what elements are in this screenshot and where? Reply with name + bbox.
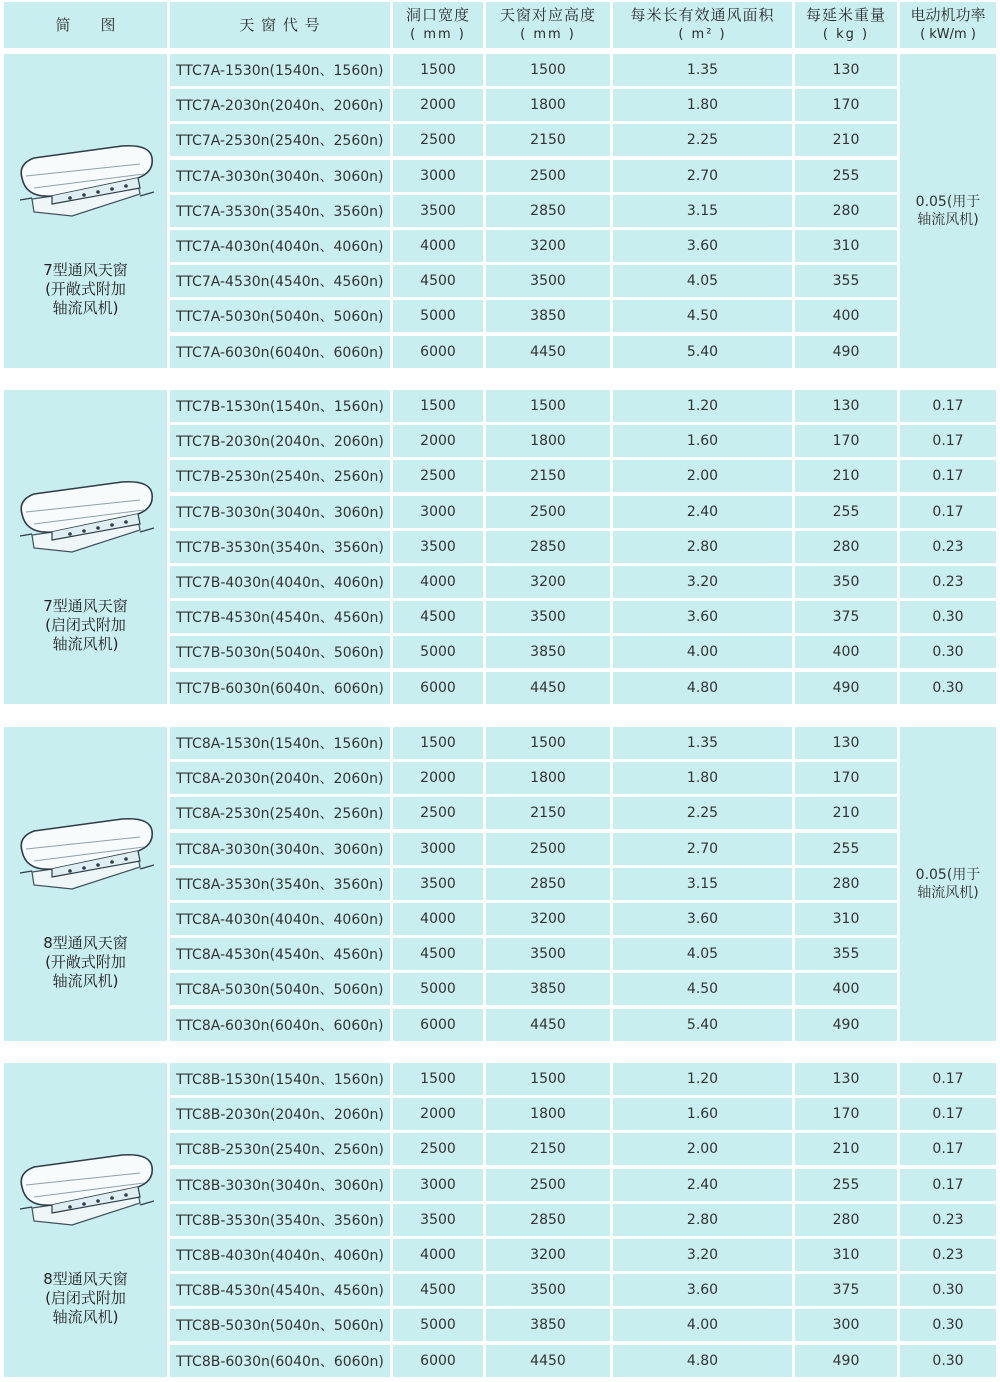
width-cell: 1500 (393, 1063, 483, 1095)
code-cell: TTC7B-2530n(2540n、2560n) (170, 460, 390, 492)
height-cell: 1800 (486, 762, 610, 794)
weight-cell: 355 (795, 938, 897, 970)
code-cell: TTC7A-2530n(2540n、2560n) (170, 124, 390, 156)
weight-cell: 210 (795, 124, 897, 156)
table-row (0, 89, 1000, 121)
width-cell: 4000 (393, 230, 483, 262)
height-cell: 2850 (486, 1204, 610, 1236)
width-cell: 1500 (393, 727, 483, 759)
table-row (0, 531, 1000, 563)
table-row (0, 903, 1000, 935)
power-cell: 0.30 (900, 636, 996, 668)
width-cell: 1500 (393, 390, 483, 422)
weight-cell: 130 (795, 54, 897, 86)
code-cell: TTC7B-5030n(5040n、5060n) (170, 636, 390, 668)
code-cell: TTC7B-3530n(3540n、3560n) (170, 531, 390, 563)
weight-cell: 400 (795, 636, 897, 668)
power-cell: 0.30 (900, 601, 996, 633)
code-cell: TTC8A-4530n(4540n、4560n) (170, 938, 390, 970)
header-code-col (170, 2, 390, 48)
area-cell: 2.70 (613, 160, 792, 192)
table-row (0, 425, 1000, 457)
weight-cell: 400 (795, 300, 897, 332)
power-cell: 0.30 (900, 672, 996, 704)
area-cell: 2.70 (613, 833, 792, 865)
code-cell: TTC7A-6030n(6040n、6060n) (170, 336, 390, 368)
area-cell: 4.00 (613, 636, 792, 668)
area-cell: 2.00 (613, 1133, 792, 1165)
height-cell: 3500 (486, 1274, 610, 1306)
weight-cell: 280 (795, 1204, 897, 1236)
code-cell: TTC8A-2030n(2040n、2060n) (170, 762, 390, 794)
area-cell: 4.50 (613, 973, 792, 1005)
height-cell: 1500 (486, 1063, 610, 1095)
weight-cell: 255 (795, 496, 897, 528)
height-cell: 2150 (486, 460, 610, 492)
power-cell: 0.23 (900, 566, 996, 598)
table-row (0, 566, 1000, 598)
table-row (0, 636, 1000, 668)
width-cell: 3000 (393, 160, 483, 192)
area-cell: 3.60 (613, 230, 792, 262)
power-cell-merged (900, 54, 996, 368)
area-cell: 4.05 (613, 938, 792, 970)
header-area-label: 每米长有效通风面积 (630, 6, 775, 24)
width-cell: 4500 (393, 601, 483, 633)
section-subtitle: 轴流风机) (52, 971, 119, 990)
area-cell: 2.25 (613, 797, 792, 829)
weight-cell: 210 (795, 460, 897, 492)
power-cell: 0.23 (900, 531, 996, 563)
weight-cell: 280 (795, 868, 897, 900)
code-cell: TTC7B-3030n(3040n、3060n) (170, 496, 390, 528)
width-cell: 2000 (393, 762, 483, 794)
area-cell: 2.80 (613, 1204, 792, 1236)
weight-cell: 400 (795, 973, 897, 1005)
table-row (0, 1239, 1000, 1271)
weight-cell: 170 (795, 1098, 897, 1130)
height-cell: 4450 (486, 1345, 610, 1377)
height-cell: 3200 (486, 903, 610, 935)
code-cell: TTC7A-4530n(4540n、4560n) (170, 265, 390, 297)
section-title: 7型通风天窗 (43, 260, 128, 279)
width-cell: 4500 (393, 1274, 483, 1306)
height-cell: 1500 (486, 727, 610, 759)
width-cell: 5000 (393, 1309, 483, 1341)
width-cell: 2000 (393, 89, 483, 121)
table-row (0, 868, 1000, 900)
table-row (0, 973, 1000, 1005)
height-cell: 3200 (486, 230, 610, 262)
table-row (0, 1098, 1000, 1130)
header-area-unit: ( m² ) (678, 27, 727, 42)
height-cell: 3500 (486, 938, 610, 970)
table-row (0, 124, 1000, 156)
power-cell: 0.30 (900, 1345, 996, 1377)
table-row (0, 1133, 1000, 1165)
area-cell: 2.25 (613, 124, 792, 156)
code-cell: TTC8B-2530n(2540n、2560n) (170, 1133, 390, 1165)
weight-cell: 170 (795, 89, 897, 121)
height-cell: 1800 (486, 1098, 610, 1130)
height-cell: 1500 (486, 54, 610, 86)
width-cell: 3000 (393, 833, 483, 865)
table-row (0, 1204, 1000, 1236)
power-cell: 0.17 (900, 496, 996, 528)
code-cell: TTC7B-1530n(1540n、1560n) (170, 390, 390, 422)
code-cell: TTC8B-1530n(1540n、1560n) (170, 1063, 390, 1095)
code-cell: TTC7A-1530n(1540n、1560n) (170, 54, 390, 86)
table-row (0, 300, 1000, 332)
power-merged-text: 0.05(用于 轴流风机) (915, 866, 981, 901)
weight-cell: 170 (795, 425, 897, 457)
code-cell: TTC8B-3530n(3540n、3560n) (170, 1204, 390, 1236)
width-cell: 2500 (393, 797, 483, 829)
header-weight-col (795, 2, 897, 48)
code-cell: TTC8B-3030n(3040n、3060n) (170, 1169, 390, 1201)
height-cell: 3500 (486, 601, 610, 633)
power-cell: 0.17 (900, 1063, 996, 1095)
width-cell: 5000 (393, 636, 483, 668)
area-cell: 5.40 (613, 336, 792, 368)
table-row (0, 195, 1000, 227)
weight-cell: 130 (795, 390, 897, 422)
width-cell: 3500 (393, 531, 483, 563)
width-cell: 2500 (393, 1133, 483, 1165)
area-cell: 1.35 (613, 727, 792, 759)
width-cell: 3000 (393, 496, 483, 528)
weight-cell: 170 (795, 762, 897, 794)
width-cell: 1500 (393, 54, 483, 86)
height-cell: 3200 (486, 566, 610, 598)
header-image-label: 简 图 (55, 15, 116, 34)
area-cell: 3.15 (613, 868, 792, 900)
area-cell: 5.40 (613, 1009, 792, 1041)
area-cell: 1.20 (613, 390, 792, 422)
code-cell: TTC7A-2030n(2040n、2060n) (170, 89, 390, 121)
table-section (0, 54, 1000, 368)
area-cell: 3.20 (613, 1239, 792, 1271)
width-cell: 6000 (393, 1345, 483, 1377)
header-height-label: 天窗对应高度 (499, 6, 596, 24)
power-cell: 0.23 (900, 1204, 996, 1236)
width-cell: 4000 (393, 1239, 483, 1271)
area-cell: 3.60 (613, 1274, 792, 1306)
table-row (0, 938, 1000, 970)
weight-cell: 375 (795, 601, 897, 633)
code-cell: TTC7B-4530n(4540n、4560n) (170, 601, 390, 633)
area-cell: 3.15 (613, 195, 792, 227)
area-cell: 2.40 (613, 496, 792, 528)
section-title: 8型通风天窗 (43, 933, 128, 952)
table-row (0, 1309, 1000, 1341)
height-cell: 2500 (486, 1169, 610, 1201)
width-cell: 4000 (393, 566, 483, 598)
code-cell: TTC7A-3030n(3040n、3060n) (170, 160, 390, 192)
header-weight-unit: ( kg ) (822, 27, 870, 42)
width-cell: 2000 (393, 1098, 483, 1130)
width-cell: 2500 (393, 460, 483, 492)
area-cell: 1.60 (613, 425, 792, 457)
height-cell: 3850 (486, 636, 610, 668)
area-cell: 3.60 (613, 903, 792, 935)
area-cell: 2.80 (613, 531, 792, 563)
power-cell: 0.17 (900, 390, 996, 422)
table-row (0, 727, 1000, 759)
code-cell: TTC8A-6030n(6040n、6060n) (170, 1009, 390, 1041)
weight-cell: 255 (795, 160, 897, 192)
height-cell: 3850 (486, 973, 610, 1005)
table-row (0, 672, 1000, 704)
height-cell: 4450 (486, 1009, 610, 1041)
weight-cell: 255 (795, 1169, 897, 1201)
width-cell: 6000 (393, 1009, 483, 1041)
power-merged-text: 0.05(用于 轴流风机) (915, 193, 981, 228)
power-cell: 0.30 (900, 1274, 996, 1306)
height-cell: 3500 (486, 265, 610, 297)
weight-cell: 210 (795, 1133, 897, 1165)
height-cell: 1800 (486, 425, 610, 457)
section-subtitle: (开敞式附加 (45, 952, 126, 971)
area-cell: 4.80 (613, 672, 792, 704)
height-cell: 2150 (486, 797, 610, 829)
table-row (0, 496, 1000, 528)
table-row (0, 265, 1000, 297)
power-cell: 0.17 (900, 1133, 996, 1165)
width-cell: 4500 (393, 938, 483, 970)
height-cell: 3200 (486, 1239, 610, 1271)
code-cell: TTC8B-6030n(6040n、6060n) (170, 1345, 390, 1377)
power-cell: 0.30 (900, 1309, 996, 1341)
height-cell: 2500 (486, 496, 610, 528)
table-section (0, 1063, 1000, 1377)
code-cell: TTC7A-3530n(3540n、3560n) (170, 195, 390, 227)
section-title: 8型通风天窗 (43, 1269, 128, 1288)
section-title: 7型通风天窗 (43, 596, 128, 615)
header-width-label: 洞口宽度 (405, 6, 470, 24)
table-row (0, 797, 1000, 829)
area-cell: 3.60 (613, 601, 792, 633)
width-cell: 5000 (393, 973, 483, 1005)
table-row (0, 160, 1000, 192)
power-cell: 0.17 (900, 460, 996, 492)
code-cell: TTC7B-2030n(2040n、2060n) (170, 425, 390, 457)
width-cell: 4500 (393, 265, 483, 297)
table-row (0, 1169, 1000, 1201)
weight-cell: 490 (795, 1009, 897, 1041)
section-subtitle: (启闭式附加 (45, 1288, 126, 1307)
code-cell: TTC8A-5030n(5040n、5060n) (170, 973, 390, 1005)
height-cell: 2500 (486, 833, 610, 865)
header-height-unit: ( mm ) (520, 27, 576, 42)
width-cell: 2500 (393, 124, 483, 156)
power-cell-merged (900, 727, 996, 1041)
table-row (0, 1063, 1000, 1095)
height-cell: 3850 (486, 300, 610, 332)
area-cell: 4.50 (613, 300, 792, 332)
width-cell: 3000 (393, 1169, 483, 1201)
height-cell: 4450 (486, 672, 610, 704)
weight-cell: 255 (795, 833, 897, 865)
code-cell: TTC8B-4530n(4540n、4560n) (170, 1274, 390, 1306)
weight-cell: 375 (795, 1274, 897, 1306)
table-row (0, 390, 1000, 422)
height-cell: 2850 (486, 531, 610, 563)
header-power-label: 电动机功率 (910, 6, 986, 24)
area-cell: 3.20 (613, 566, 792, 598)
width-cell: 5000 (393, 300, 483, 332)
height-cell: 3850 (486, 1309, 610, 1341)
table-row (0, 833, 1000, 865)
table-row (0, 1345, 1000, 1377)
weight-cell: 300 (795, 1309, 897, 1341)
header-width-unit: ( mm ) (410, 27, 466, 42)
code-cell: TTC7B-4030n(4040n、4060n) (170, 566, 390, 598)
area-cell: 1.80 (613, 762, 792, 794)
table-row (0, 601, 1000, 633)
code-cell: TTC7B-6030n(6040n、6060n) (170, 672, 390, 704)
weight-cell: 280 (795, 195, 897, 227)
width-cell: 6000 (393, 672, 483, 704)
weight-cell: 310 (795, 230, 897, 262)
section-subtitle: 轴流风机) (52, 634, 119, 653)
section-subtitle: 轴流风机) (52, 298, 119, 317)
table-row (0, 230, 1000, 262)
weight-cell: 210 (795, 797, 897, 829)
weight-cell: 310 (795, 903, 897, 935)
area-cell: 2.40 (613, 1169, 792, 1201)
height-cell: 4450 (486, 336, 610, 368)
height-cell: 2150 (486, 1133, 610, 1165)
table-section (0, 727, 1000, 1041)
height-cell: 1800 (486, 89, 610, 121)
table-header (0, 0, 1000, 50)
width-cell: 6000 (393, 336, 483, 368)
height-cell: 2850 (486, 195, 610, 227)
power-cell: 0.17 (900, 1169, 996, 1201)
section-subtitle: (启闭式附加 (45, 615, 126, 634)
area-cell: 1.20 (613, 1063, 792, 1095)
power-cell: 0.17 (900, 425, 996, 457)
weight-cell: 490 (795, 672, 897, 704)
area-cell: 1.80 (613, 89, 792, 121)
width-cell: 3500 (393, 195, 483, 227)
area-cell: 4.80 (613, 1345, 792, 1377)
code-cell: TTC8A-4030n(4040n、4060n) (170, 903, 390, 935)
code-cell: TTC8B-2030n(2040n、2060n) (170, 1098, 390, 1130)
table-row (0, 54, 1000, 86)
table-row (0, 762, 1000, 794)
table-row (0, 1009, 1000, 1041)
header-weight-label: 每延米重量 (805, 6, 886, 24)
header-power-col (900, 2, 996, 48)
table-row (0, 1274, 1000, 1306)
height-cell: 2500 (486, 160, 610, 192)
code-cell: TTC8B-4030n(4040n、4060n) (170, 1239, 390, 1271)
area-cell: 4.00 (613, 1309, 792, 1341)
width-cell: 3500 (393, 1204, 483, 1236)
area-cell: 1.60 (613, 1098, 792, 1130)
area-cell: 4.05 (613, 265, 792, 297)
header-code-label: 天 窗 代 号 (239, 15, 321, 34)
height-cell: 2850 (486, 868, 610, 900)
power-cell: 0.17 (900, 1098, 996, 1130)
weight-cell: 130 (795, 1063, 897, 1095)
code-cell: TTC8A-3030n(3040n、3060n) (170, 833, 390, 865)
width-cell: 2000 (393, 425, 483, 457)
header-width-col (393, 2, 483, 48)
code-cell: TTC8B-5030n(5040n、5060n) (170, 1309, 390, 1341)
weight-cell: 280 (795, 531, 897, 563)
weight-cell: 130 (795, 727, 897, 759)
width-cell: 4000 (393, 903, 483, 935)
weight-cell: 355 (795, 265, 897, 297)
weight-cell: 490 (795, 1345, 897, 1377)
table-row (0, 336, 1000, 368)
header-height-col (486, 2, 610, 48)
header-area-col (613, 2, 792, 48)
weight-cell: 490 (795, 336, 897, 368)
section-subtitle: 轴流风机) (52, 1307, 119, 1326)
weight-cell: 350 (795, 566, 897, 598)
code-cell: TTC7A-4030n(4040n、4060n) (170, 230, 390, 262)
power-cell: 0.23 (900, 1239, 996, 1271)
code-cell: TTC8A-3530n(3540n、3560n) (170, 868, 390, 900)
code-cell: TTC8A-1530n(1540n、1560n) (170, 727, 390, 759)
code-cell: TTC7A-5030n(5040n、5060n) (170, 300, 390, 332)
code-cell: TTC8A-2530n(2540n、2560n) (170, 797, 390, 829)
table-section (0, 390, 1000, 704)
area-cell: 2.00 (613, 460, 792, 492)
section-subtitle: (开敞式附加 (45, 279, 126, 298)
table-row (0, 460, 1000, 492)
header-power-unit: ( kW/m ) (920, 27, 976, 42)
width-cell: 3500 (393, 868, 483, 900)
header-image-col (4, 2, 167, 48)
area-cell: 1.35 (613, 54, 792, 86)
weight-cell: 310 (795, 1239, 897, 1271)
height-cell: 1500 (486, 390, 610, 422)
height-cell: 2150 (486, 124, 610, 156)
